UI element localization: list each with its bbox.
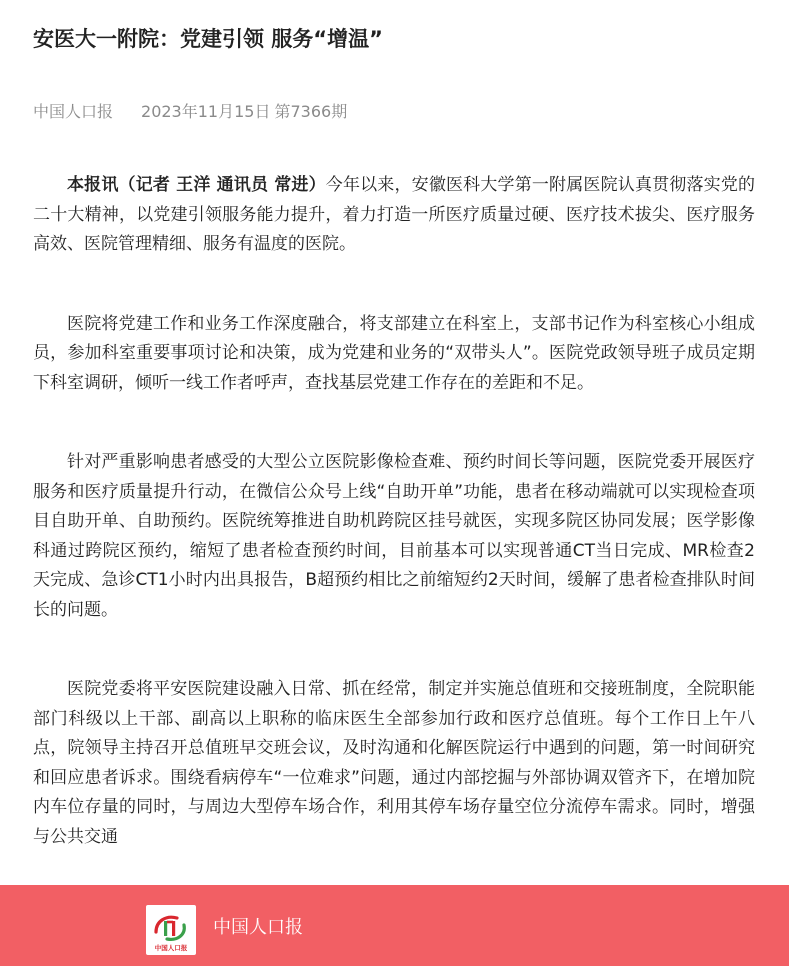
footer-publication-name[interactable]: 中国人口报 — [213, 917, 303, 938]
footer-bar[interactable] — [0, 885, 789, 966]
paragraph-1 — [33, 171, 755, 260]
logo-text: 中国人口报 — [154, 944, 188, 952]
article-source: 中国人口报 — [33, 102, 114, 121]
article-body — [33, 171, 755, 902]
paragraph-2: 医院将党建工作和业务工作深度融合，将支部建立在科室上，支部书记作为科室核心小组成员，参加科室重要事项讨论和决策，成为党建和业务的“双带头人”。医院党政领导班子成员定期下科室调研，倾听一线工作者呼声，查找基层党建工作存在的差距和不足。 — [33, 313, 755, 393]
paragraph-1-text: 今年以来，安徽医科大学第一附属医院认真贯彻落实党的二十大精神，以党建引领服务能力提升，着力打造一所医疗质量过硬、医疗技术拔尖、医疗服务高效、医院管理精细、服务有温度的医院。 — [33, 175, 755, 254]
lead-byline: 本报讯（记者 王洋 通讯员 常进） — [67, 175, 326, 195]
article-date: 2023年11月15日 — [141, 102, 271, 121]
publication-logo[interactable] — [146, 905, 196, 955]
paragraph-3: 针对严重影响患者感受的大型公立医院影像检查难、预约时间长等问题，医院党委开展医疗服务和医疗质量提升行动，在微信公众号上线“自助开单”功能，患者在移动端就可以实现检查项目自助开单、自助预约。医院统筹推进自助机跨院区挂号就医，实现多院区协同发展；医学影像科通过跨院区预约，缩短了患者检查预约时间，目前基本可以实现普通CT当日完成、MR检查2天完成、急诊CT1小时内出具报告，B超预约相比之前缩短约2天时间，缓解了患者检查排队时间长的问题。 — [33, 452, 755, 620]
paragraph-4: 医院党委将平安医院建设融入日常、抓在经常，制定并实施总值班和交接班制度，全院职能部门科级以上干部、副高以上职称的临床医生全部参加行政和医疗总值班。每个工作日上午八点，院领导主持召开总值班早交班会议，及时沟通和化解医院运行中遇到的问题，第一时间研究和回应患者诉求。围绕看病停车“一位难求”问题，通过内部挖掘与外部协调双管齐下，在增加院内车位存量的同时，与周边大型停车场合作，利用其停车场存量空位分流停车需求。同时，增强与公共交通 — [33, 679, 755, 847]
article-title: 安医大一附院：党建引领 服务“增温” — [33, 27, 383, 51]
publication-logo-icon — [146, 905, 196, 955]
article-issue: 第7366期 — [274, 102, 348, 121]
article-meta — [33, 99, 347, 125]
